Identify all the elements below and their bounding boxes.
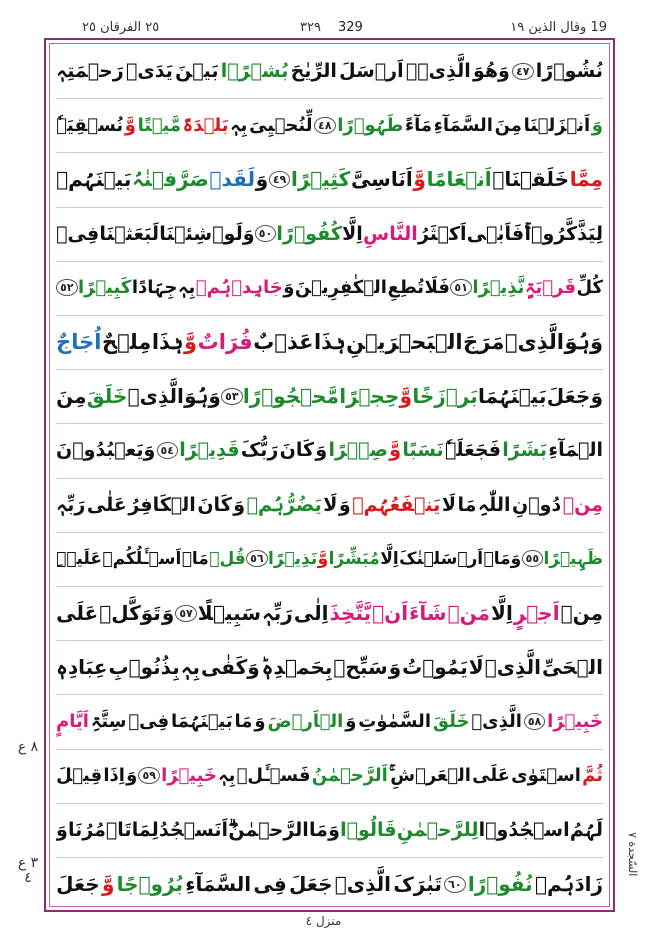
word: اَنَسۡجُدُ bbox=[158, 818, 229, 841]
word: خَلَقَ bbox=[86, 384, 128, 409]
word: وَّ bbox=[399, 384, 413, 409]
word: اِلَّا bbox=[491, 601, 513, 626]
word: یَنۡفَعُہُمۡ bbox=[352, 493, 441, 516]
word: اسۡجُدُوۡا bbox=[478, 818, 570, 841]
word: رَبِّہٖ bbox=[56, 493, 86, 516]
word: مَا bbox=[234, 710, 253, 732]
word: نَذِیۡرًا bbox=[268, 548, 318, 569]
word: وَ bbox=[283, 277, 295, 299]
ayah-number: ٥٧ bbox=[175, 605, 196, 622]
word: ظَہِیۡرًا bbox=[543, 549, 603, 570]
text-line bbox=[56, 261, 603, 316]
word: عَلٰی bbox=[86, 493, 127, 516]
ayah-number: ٥٦ bbox=[246, 550, 267, 567]
word: مَرَجَ bbox=[463, 330, 505, 355]
juz-name-label: 19 وقال الذين ١٩ bbox=[510, 20, 607, 35]
word: کُفُوۡرًا bbox=[276, 222, 342, 245]
word: فُرَاتٌ bbox=[197, 330, 253, 355]
word: مِنَ bbox=[56, 384, 87, 409]
word: یَضُرُّہُمۡ bbox=[246, 493, 322, 516]
word: یَمُوۡتُ bbox=[402, 655, 468, 680]
word: لَہُمُ bbox=[569, 818, 603, 841]
word: سَبِیۡلًا bbox=[197, 601, 261, 626]
word: نُسۡقِیَہٗ bbox=[56, 114, 124, 136]
word: جَعَلَ bbox=[546, 384, 591, 409]
word: سِتَّۃِ bbox=[90, 710, 127, 732]
word: یَّتَّخِذَ bbox=[329, 601, 372, 626]
word: وَ bbox=[126, 765, 138, 787]
word: مَا bbox=[457, 493, 477, 516]
word: اَسۡـَٔلُکُمۡ bbox=[102, 548, 182, 569]
word: وَّ bbox=[124, 114, 136, 136]
word: خَلَقۡنَاۤ bbox=[492, 167, 569, 192]
word: اَجۡرٍ bbox=[513, 601, 560, 626]
word: وَ bbox=[233, 493, 246, 516]
word: کَانَ bbox=[197, 493, 232, 516]
word: تَوَکَّلۡ bbox=[99, 601, 161, 626]
word: بَیۡنَہُمۡ bbox=[56, 167, 132, 192]
word: تُطِعِ bbox=[387, 277, 425, 299]
word: ثُمَّ bbox=[582, 765, 603, 787]
ayah-number: ٤٧ bbox=[512, 63, 533, 80]
word: فَلَا bbox=[424, 277, 450, 299]
word: مَآءً bbox=[404, 114, 433, 136]
ayah-number: ٦٠ bbox=[444, 876, 465, 893]
word: اسۡتَوٰی bbox=[511, 765, 581, 787]
word: سَبِّحۡ bbox=[333, 655, 388, 680]
word: وَلَوۡ bbox=[212, 222, 255, 245]
word: قَالُوۡا bbox=[340, 818, 397, 841]
page-header bbox=[44, 20, 615, 38]
word: السَّمَآءِ bbox=[433, 114, 493, 136]
page-number-arabic: ٣٢٩ bbox=[300, 20, 321, 35]
quran-text-area bbox=[49, 43, 610, 907]
word: طَہُوۡرًا bbox=[337, 114, 404, 136]
word: عَلَیۡہِ bbox=[56, 548, 102, 569]
word: فَجَعَلَہٗ bbox=[444, 439, 501, 462]
text-line bbox=[56, 857, 603, 911]
word: وَّ bbox=[317, 548, 329, 569]
word: السَّمٰوٰتِ bbox=[358, 710, 431, 732]
word: الۡاَرۡضَ bbox=[267, 710, 344, 732]
word: وَ bbox=[315, 439, 328, 462]
word: الۡمَآءِ bbox=[548, 439, 603, 462]
word: اُجَاجٌ bbox=[56, 330, 102, 355]
word: وَ bbox=[255, 167, 269, 192]
word: فِیۡ bbox=[128, 710, 170, 732]
word: جِہَادًا bbox=[131, 277, 178, 299]
word: کُلِّ bbox=[576, 277, 603, 299]
text-line bbox=[56, 694, 603, 749]
word: الَّذِیۡ bbox=[334, 872, 392, 897]
word: دُوۡنِ bbox=[512, 493, 562, 516]
word: فِیۡ bbox=[56, 222, 100, 245]
word: اَنۡعَامًا bbox=[426, 167, 492, 192]
word: کَثِیۡرًا bbox=[290, 167, 351, 192]
word: قَدِیۡرًا bbox=[179, 439, 240, 462]
ayah-number: ٥٥ bbox=[522, 550, 543, 567]
text-line bbox=[56, 152, 603, 207]
word: خَلَقَ bbox=[432, 710, 470, 732]
word: حِجۡرًا bbox=[339, 384, 400, 409]
word: الَّذِیۡ bbox=[484, 655, 541, 680]
ayah-number: ٥١ bbox=[450, 279, 471, 296]
word: لِّنُحۡیِیَ bbox=[249, 114, 313, 136]
ayah-number: ٥٩ bbox=[138, 767, 159, 784]
word: فَسۡـَٔلۡ bbox=[236, 765, 311, 787]
word: الَّذِیۡ bbox=[504, 330, 564, 355]
text-line bbox=[56, 369, 603, 424]
page-frame bbox=[44, 38, 615, 912]
ruku-marker: ٨ ع bbox=[17, 739, 39, 755]
word: نُفُوۡرًا bbox=[467, 872, 533, 897]
text-line bbox=[56, 315, 603, 370]
word: اِلَّا bbox=[380, 548, 399, 569]
ruku-marker-2: ٣ ع ٤ bbox=[17, 855, 39, 887]
word: اَنۡزَلۡنَا bbox=[523, 114, 591, 136]
word: بَشَرًا bbox=[502, 439, 548, 462]
word: بَرۡزَخًا bbox=[412, 384, 478, 409]
word: مَّحۡجُوۡرًا bbox=[242, 384, 339, 409]
word: وَمَاۤ bbox=[483, 548, 522, 569]
word: لَا bbox=[468, 655, 484, 680]
word: بُشۡرًۢا bbox=[220, 60, 289, 83]
word: مِنۡ bbox=[560, 601, 603, 626]
word: فَاَبٰۤی bbox=[466, 222, 525, 245]
word: وَّ bbox=[101, 872, 115, 897]
word: رَبُّکَ bbox=[240, 439, 279, 462]
word: بِذُنُوۡبِ bbox=[108, 655, 180, 680]
word: کَانَ bbox=[279, 439, 315, 462]
word: اَرۡسَلۡنٰکَ bbox=[399, 548, 484, 569]
word: رَبِّہٖ bbox=[262, 601, 293, 626]
word: تَاۡمُرُنَا bbox=[68, 818, 132, 841]
page-number: 329 bbox=[338, 20, 363, 35]
word: لَا bbox=[323, 493, 338, 516]
word: اَیَّامٍ bbox=[56, 710, 89, 732]
word: الۡحَیِّ bbox=[541, 655, 603, 680]
word: وَ bbox=[591, 114, 603, 136]
manzil-label: منزل ٤ bbox=[305, 914, 342, 928]
word: بِہٖ bbox=[177, 277, 196, 299]
word: قُلۡ bbox=[209, 548, 246, 569]
word: اَنَاسِیَّ bbox=[350, 167, 413, 192]
word: ہٰذَا bbox=[313, 330, 346, 355]
word: الَّذِیۡ bbox=[471, 710, 522, 732]
word: رَحۡمَتِہٖ bbox=[56, 60, 124, 83]
word: شِئۡنَا bbox=[159, 222, 213, 245]
ayah-number: ٥٠ bbox=[255, 225, 276, 242]
word: عَلَی bbox=[472, 765, 510, 787]
word: ہٰذَا bbox=[151, 330, 184, 355]
word: جَعَلَ bbox=[288, 872, 333, 897]
word: لِیَذَّکَّرُوۡا bbox=[524, 222, 603, 245]
surah-name-label: ٢٥ الفرقان ٢٥ bbox=[82, 20, 160, 35]
word: الۡکٰفِرِیۡنَ bbox=[294, 277, 387, 299]
text-line bbox=[56, 749, 603, 804]
word: نُشُوۡرًا bbox=[535, 60, 603, 83]
word: السَّمَآءِ bbox=[185, 872, 252, 897]
word: اِلَّا bbox=[342, 222, 363, 245]
text-line bbox=[56, 98, 603, 153]
text-line bbox=[56, 586, 603, 641]
text-line bbox=[56, 803, 603, 858]
word: مِنَ bbox=[494, 114, 522, 136]
word: اَکۡثَرُ bbox=[417, 222, 467, 245]
word: جَعَلَ bbox=[56, 872, 100, 897]
word: وَ bbox=[328, 818, 340, 841]
word: وَیَعۡبُدُوۡنَ bbox=[56, 439, 156, 462]
word: وَّ bbox=[389, 439, 402, 462]
word: بَلۡدَۃً bbox=[182, 114, 229, 136]
word: الرِّیٰحَ bbox=[290, 60, 337, 83]
word: بُرُوۡجًا bbox=[116, 872, 183, 897]
ayah-number: ٤٩ bbox=[269, 171, 290, 188]
text-line bbox=[56, 44, 603, 99]
word: مَّیۡتًا bbox=[137, 114, 182, 136]
ayah-number: ٥٣ bbox=[221, 388, 242, 405]
word: وَّ bbox=[184, 330, 198, 355]
word: الرَّحۡمٰنُ bbox=[228, 818, 309, 841]
word: بِہٖ bbox=[218, 765, 236, 787]
word: وَہُوَ bbox=[564, 330, 603, 355]
word: تَبٰرَکَ bbox=[393, 872, 442, 897]
word: اَرۡسَلَ bbox=[339, 60, 404, 83]
sajdah-marker: السّجدة ٧ bbox=[626, 832, 639, 877]
word: الۡکَافِرُ bbox=[128, 493, 196, 516]
word: مِنۡ bbox=[562, 493, 603, 516]
word: لَا bbox=[441, 493, 457, 516]
word: مِلۡحٌ bbox=[102, 330, 152, 355]
word: الَّذِیۡ bbox=[127, 384, 184, 409]
word: لَقَدۡ bbox=[209, 167, 255, 192]
word: مُبَشِّرًا bbox=[328, 548, 380, 569]
word: جَاہِدۡہُمۡ bbox=[195, 277, 283, 299]
word: بَیۡنَہُمَا bbox=[171, 710, 233, 732]
ayah-number: ٥٢ bbox=[56, 279, 77, 296]
word: وَ bbox=[254, 710, 266, 732]
word: وَهُوَ bbox=[472, 60, 510, 83]
word: وَّ bbox=[413, 167, 426, 192]
word: اللّٰہِ bbox=[477, 493, 511, 516]
word: وَ bbox=[345, 710, 357, 732]
word: نَّذِیۡرًا bbox=[472, 277, 525, 299]
word: وَکَفٰی bbox=[201, 655, 260, 680]
word: بَیۡنَ bbox=[175, 60, 219, 83]
word: شَآءَ bbox=[409, 601, 447, 626]
word: اِذَا bbox=[103, 765, 125, 787]
word: قَرۡیَۃٍ bbox=[524, 277, 576, 299]
ayah-number: ٥٤ bbox=[157, 442, 178, 459]
word: صِہۡرًا bbox=[328, 439, 388, 462]
word: خَبِیۡرًا bbox=[547, 710, 603, 732]
word: لَبَعَثۡنَا bbox=[99, 222, 160, 245]
word: بِحَمۡدِہٖ bbox=[261, 655, 333, 680]
word: وَہُوَ bbox=[184, 384, 221, 409]
word: نَسَبًا bbox=[402, 439, 444, 462]
word: الۡعَرۡشِ bbox=[390, 765, 471, 787]
word: زَادَہُمۡ bbox=[534, 872, 603, 897]
word: لِلرَّحۡمٰنِ bbox=[396, 818, 479, 841]
word: یَدَیۡ bbox=[125, 60, 173, 83]
word: بَیۡنَہُمَا bbox=[477, 384, 547, 409]
word: خَبِیۡرًا bbox=[161, 765, 217, 787]
word: وَ bbox=[56, 818, 68, 841]
word: الَّذِیۡۤ bbox=[405, 60, 471, 83]
word: الۡبَحۡرَیۡنِ bbox=[346, 330, 463, 355]
word: عَلَی bbox=[56, 601, 99, 626]
word: اَلرَّحۡمٰنُ bbox=[311, 765, 388, 787]
word: وَ bbox=[338, 493, 351, 516]
ayah-number: ٤٨ bbox=[314, 117, 335, 134]
word: مَا bbox=[308, 818, 328, 841]
word: مِمَّا bbox=[569, 167, 603, 192]
word: النَّاسِ bbox=[363, 222, 418, 245]
text-line bbox=[56, 478, 603, 533]
word: مَاۤ bbox=[181, 548, 209, 569]
text-line bbox=[56, 640, 603, 695]
text-line bbox=[56, 423, 603, 478]
word: وَ bbox=[590, 384, 603, 409]
word: عِبَادِہٖ bbox=[56, 655, 108, 680]
word: بِہٖ bbox=[180, 655, 200, 680]
text-line bbox=[56, 532, 603, 587]
word: صَرَّفۡنٰہُ bbox=[132, 167, 209, 192]
word: کَبِیۡرًا bbox=[78, 277, 132, 299]
word: لِمَا bbox=[131, 818, 159, 841]
text-line bbox=[56, 207, 603, 262]
word: بِہٖ bbox=[230, 114, 248, 136]
word: فِی bbox=[253, 872, 287, 897]
word: عَذۡبٌ bbox=[253, 330, 314, 355]
word: وَ bbox=[161, 601, 175, 626]
word: قِیۡلَ bbox=[56, 765, 103, 787]
word: اَنۡ bbox=[372, 601, 409, 626]
ayah-number: ٥٨ bbox=[524, 713, 545, 730]
word: اِلٰی bbox=[293, 601, 329, 626]
word: مَنۡ bbox=[447, 601, 490, 626]
word: وَ bbox=[388, 655, 402, 680]
